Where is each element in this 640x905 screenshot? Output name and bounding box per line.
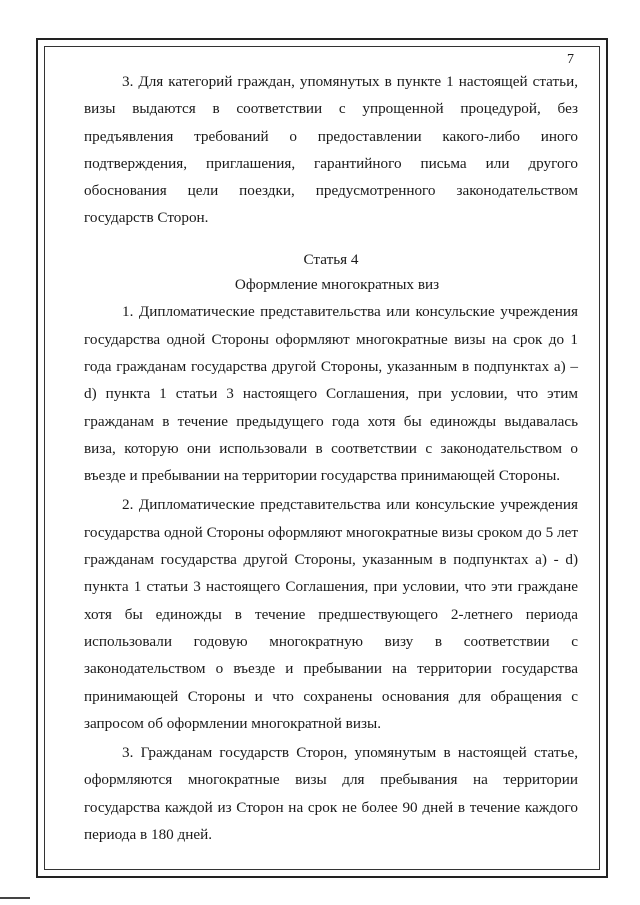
- article-title: Статья 4: [303, 250, 359, 268]
- scan-edge-mark: [0, 897, 30, 899]
- paragraph-intro: 3. Для категорий граждан, упомянутых в пункте 1 настоящей статьи, визы выдаются в соответствии с упрощенной процедурой, без предъявления требований о предоставлении какого-либо иного подтверждения, приглашения, гарантийного письма или другого обоснования цели поездки, предусмотренного законодательством государств Сторон.: [84, 73, 578, 227]
- paragraph-2: 2. Дипломатические представительства или консульские учреждения государства одной Стороны оформляют многократные визы сроком до 5 лет гражданам государства другой Стороны, указанным в подпунктах а) - d) пункта 1 статьи 3 настоящего Соглашения, при условии, что эти граждане хотя бы единожды в течение предшествующего 2-летнего периода использовали годовую многократную визу в соответствии с законодательством о въезде и пребывании на территории государства принимающей Стороны и что сохранены основания для обращения с запросом об оформлении многократной визы.: [84, 496, 578, 732]
- document-body: [84, 68, 578, 848]
- page-number: 7: [567, 52, 574, 67]
- paragraph-3: 3. Гражданам государств Сторон, упомянутым в настоящей статье, оформляются многократные визы для пребывания на территории государства каждой из Сторон на срок не более 90 дней в течение каждого периода в 180 дней.: [84, 744, 578, 844]
- article-subtitle: Оформление многократных виз: [234, 276, 440, 294]
- paragraph-1: 1. Дипломатические представительства или консульские учреждения государства одной Стороны оформляют многократные визы на срок до 1 года гражданам государства другой Стороны, указанным в подпунктах а) – d) пункта 1 статьи 3 настоящего Соглашения, при условии, что этим гражданам в течение предыдущего года хотя бы единожды выдавалась виза, которую они использовали в соответствии с законодательством о въезде и пребывании на территории государства принимающей Стороны.: [84, 303, 578, 485]
